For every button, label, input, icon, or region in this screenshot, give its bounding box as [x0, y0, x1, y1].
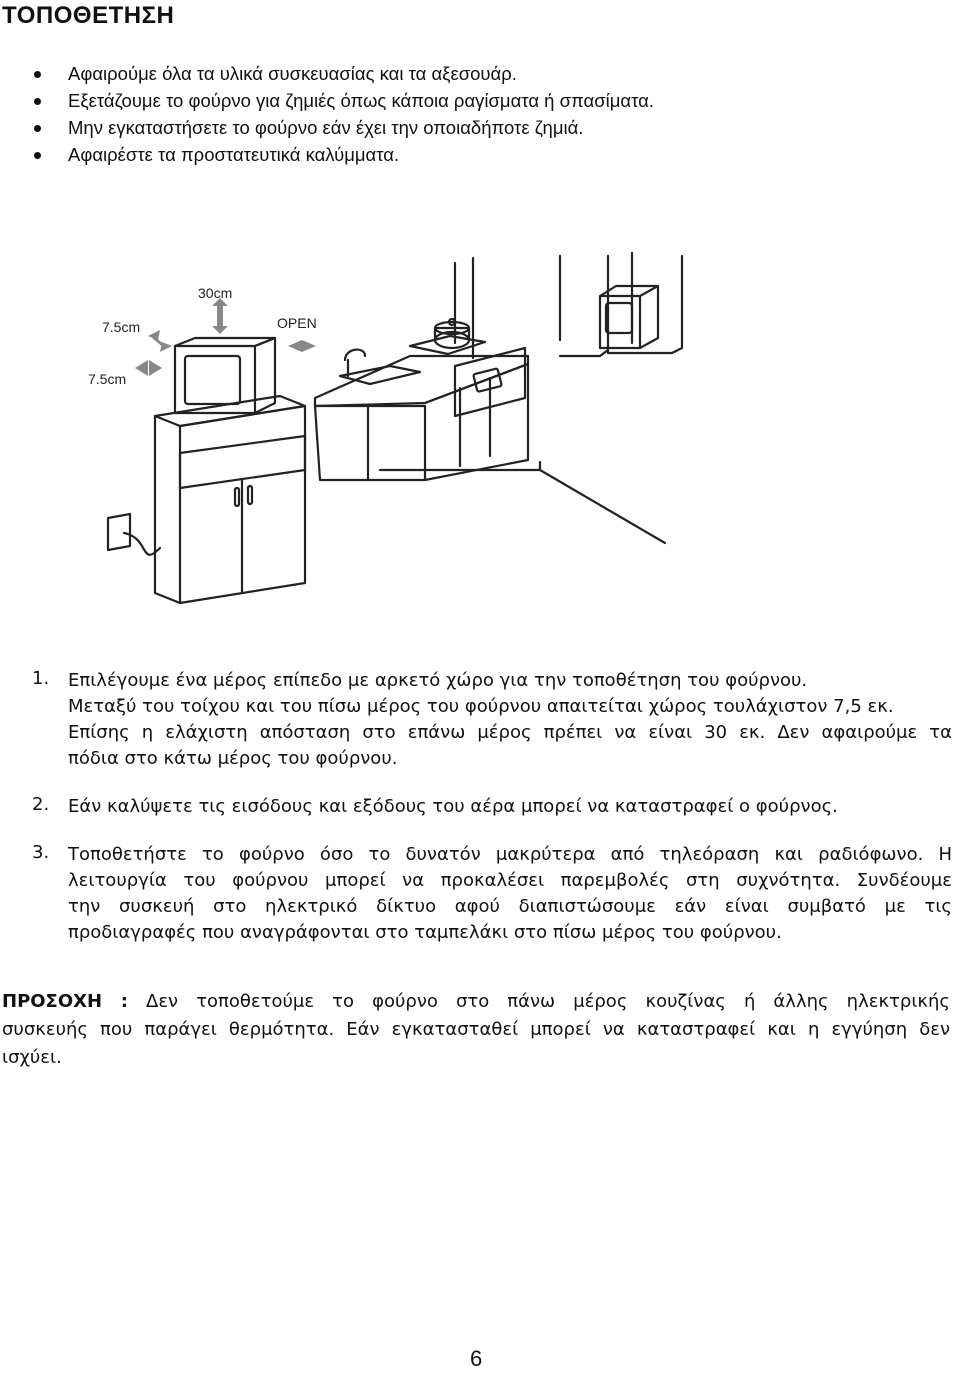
top-clearance-label: 30cm [198, 285, 233, 301]
bullet-item: Αφαιρούμε όλα τα υλικά συσκευασίας και τα αξεσουάρ. [30, 60, 654, 87]
step-number: 2. [32, 794, 50, 815]
arrow-icon [135, 360, 162, 376]
bullet-list [30, 60, 654, 168]
microwave-side [255, 338, 275, 413]
back-clearance-label: 7.5cm [88, 371, 127, 387]
left-cabinet-side [155, 416, 180, 603]
step-line: Εάν καλύψετε τις εισόδους και εξόδους του αέρα μπορεί να καταστραφεί ο φούρνος. [68, 796, 838, 817]
arrow-icon [148, 330, 172, 352]
warning-block [2, 988, 950, 1072]
left-door-handle-b [248, 486, 252, 504]
bullet-item: Εξετάζουμε το φούρνο για ζημιές όπως κάποια ραγίσματα ή σπασίματα. [30, 87, 654, 114]
left-cabinet-top [155, 396, 305, 426]
page-number: 6 [470, 1346, 483, 1371]
instruction-steps [32, 668, 952, 946]
arrow-icon [288, 340, 316, 352]
floor-line [380, 462, 665, 543]
warning-label: ΠΡΟΣΟΧΗ : [2, 991, 128, 1012]
step-line: την συσκευή στο ηλεκτρικό δίκτυο αφού διαπιστώσουμε εάν είναι συμβατό με τις [68, 896, 952, 917]
left-door-handle-a [235, 488, 239, 506]
step-line: Επιλέγουμε ένα μέρος επίπεδο με αρκετό χώρο για την τοποθέτηση του φούρνου. [68, 670, 808, 691]
step-line: Μεταξύ του τοίχου και του πίσω μέρος του φούρνου απαιτείται χώρος τουλάχιστον 7,5 εκ. [68, 696, 894, 717]
step-line: πόδια στο κάτω μέρος του φούρνου. [68, 748, 398, 769]
cabinet-side [425, 364, 528, 480]
step-line: Επίσης η ελάχιστη απόσταση στο επάνω μέρος πρέπει να είναι 30 εκ. Δεν αφαιρούμε τα [68, 722, 952, 743]
window-sill [560, 350, 608, 356]
step-line: λειτουργία του φούρνου μπορεί να προκαλέσει παρεμβολές στη συχνότητα. Συνδέουμε [68, 870, 952, 891]
open-label: OPEN [277, 315, 317, 331]
arrow-icon [212, 298, 228, 334]
warning-line: συσκευής που παράγει θερμότητα. Εάν εγκατασταθεί μπορεί να καταστραφεί και η εγγύηση δεν [2, 1019, 950, 1040]
step-number: 1. [32, 668, 50, 689]
outlet [108, 514, 130, 550]
page-title: ΤΟΠΟΘΕΤΗΣΗ [2, 2, 175, 29]
warning-text: Δεν τοποθετούμε το φούρνο στο πάνω μέρος κουζίνας ή άλλης ηλεκτρικής [146, 991, 950, 1012]
bullet-item: Μην εγκαταστήσετε το φούρνο εάν έχει την οποιαδήποτε ζημιά. [30, 114, 654, 141]
step-2 [32, 794, 952, 820]
microwave-window [185, 356, 240, 404]
warning-line: ισχύει. [2, 1047, 62, 1068]
bullet-item: Αφαιρέστε τα προστατευτικά καλύμματα. [30, 141, 654, 168]
step-3 [32, 842, 952, 946]
cabinet-doors [460, 378, 490, 466]
microwave-2-window [606, 303, 632, 333]
kitchen-installation-illustration [80, 248, 720, 610]
step-line: προδιαγραφές που αναγράφονται στο ταμπελάκι στο πίσω μέρος του φούρνου. [68, 922, 782, 943]
step-1 [32, 668, 952, 772]
step-line: Τοποθετήστε το φούρνο όσο το δυνατόν μακρύτερα από τηλεόραση και ραδιόφωνο. Η [68, 844, 952, 865]
warning-first-line [2, 988, 950, 1016]
step-number: 3. [32, 842, 50, 863]
side-clearance-label: 7.5cm [102, 319, 141, 335]
